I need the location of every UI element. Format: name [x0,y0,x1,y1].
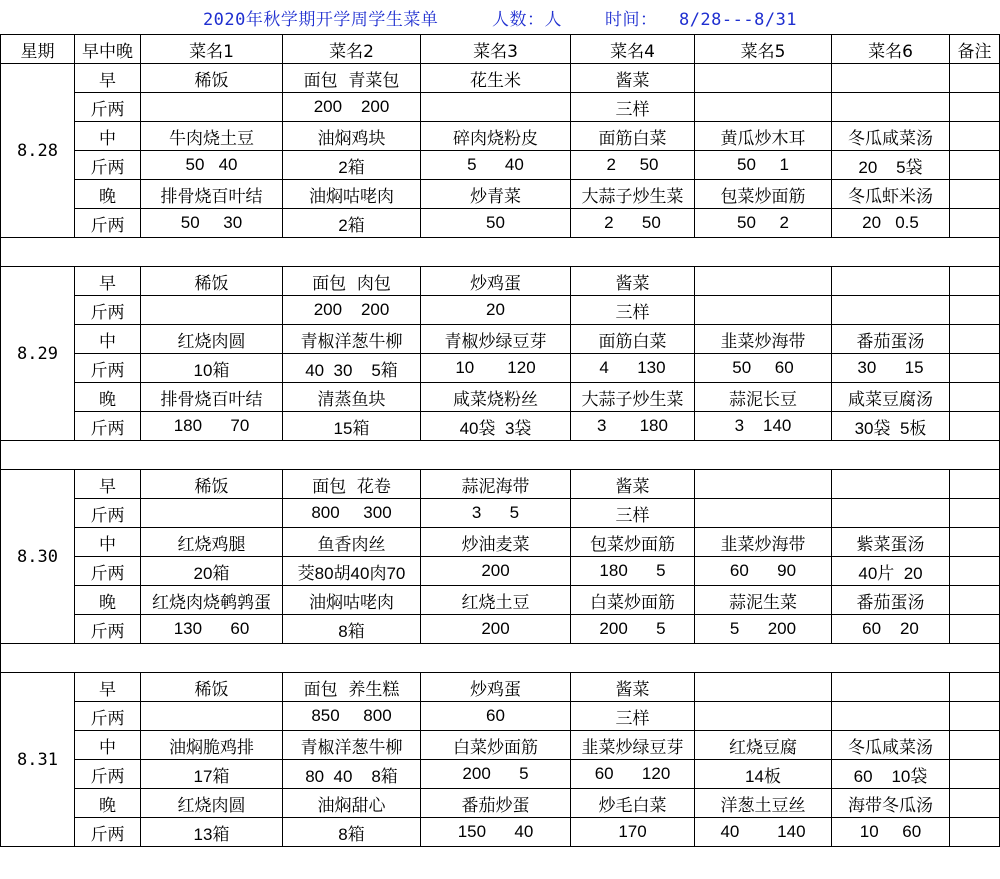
header-cell: 菜名2 [283,35,421,64]
dish-cell: 红烧肉圆 [141,325,283,354]
dish-cell: 酱菜 [571,470,695,499]
remark-cell [950,615,1000,644]
table-row [1,673,1000,702]
remark-cell [950,122,1000,151]
table-row [1,818,1000,847]
remark-cell [950,586,1000,615]
dish-cell: 红烧肉烧鹌鹑蛋 [141,586,283,615]
quantity-cell: 60 90 [695,557,832,586]
table-row [1,528,1000,557]
quantity-cell: 800 300 [283,499,421,528]
quantity-cell: 60 20 [832,615,950,644]
meal-label-cell: 晚 [75,789,141,818]
dish-cell [695,267,832,296]
dish-cell: 稀饭 [141,673,283,702]
quantity-cell: 20 0.5 [832,209,950,238]
dish-cell: 油焖脆鸡排 [141,731,283,760]
header-cell: 菜名1 [141,35,283,64]
quantity-cell: 50 [421,209,571,238]
dish-cell [832,64,950,93]
header-cell: 菜名4 [571,35,695,64]
table-row [1,354,1000,383]
remark-cell [950,267,1000,296]
dish-cell: 油焖甜心 [283,789,421,818]
dish-cell: 面包 青菜包 [283,64,421,93]
quantity-cell: 13箱 [141,818,283,847]
dish-cell: 紫菜蛋汤 [832,528,950,557]
remark-cell [950,499,1000,528]
header-cell: 备注 [950,35,1000,64]
meal-label-cell: 早 [75,673,141,702]
dish-cell: 包菜炒面筋 [571,528,695,557]
quantity-cell: 50 30 [141,209,283,238]
meal-label-cell: 早 [75,64,141,93]
dish-cell: 韭菜炒绿豆芽 [571,731,695,760]
quantity-cell: 10 120 [421,354,571,383]
dish-cell: 白菜炒面筋 [571,586,695,615]
meal-label-cell: 斤两 [75,412,141,441]
remark-cell [950,209,1000,238]
dish-cell: 白菜炒面筋 [421,731,571,760]
dish-cell: 稀饭 [141,267,283,296]
dish-cell: 蒜泥生菜 [695,586,832,615]
dish-cell: 洋葱土豆丝 [695,789,832,818]
dish-cell: 炒鸡蛋 [421,267,571,296]
quantity-cell [141,702,283,731]
meal-label-cell: 斤两 [75,209,141,238]
dish-cell: 蒜泥长豆 [695,383,832,412]
quantity-cell [695,499,832,528]
meal-label-cell: 斤两 [75,499,141,528]
table-row [1,702,1000,731]
quantity-cell: 10 60 [832,818,950,847]
quantity-cell: 3 5 [421,499,571,528]
quantity-cell: 茭80胡40肉70 [283,557,421,586]
dish-cell: 海带冬瓜汤 [832,789,950,818]
remark-cell [950,296,1000,325]
remark-cell [950,760,1000,789]
quantity-cell [695,296,832,325]
quantity-cell: 40袋 3袋 [421,412,571,441]
meal-label-cell: 晚 [75,586,141,615]
quantity-cell: 30袋 5板 [832,412,950,441]
meal-label-cell: 早 [75,267,141,296]
remark-cell [950,557,1000,586]
quantity-cell: 2箱 [283,209,421,238]
quantity-cell: 60 10袋 [832,760,950,789]
table-row [1,93,1000,122]
dish-cell: 冬瓜虾米汤 [832,180,950,209]
dish-cell: 咸菜豆腐汤 [832,383,950,412]
dish-cell: 蒜泥海带 [421,470,571,499]
quantity-cell [695,93,832,122]
table-row [1,180,1000,209]
meal-label-cell: 斤两 [75,296,141,325]
quantity-cell: 三样 [571,296,695,325]
dish-cell: 韭菜炒海带 [695,325,832,354]
meal-label-cell: 中 [75,122,141,151]
quantity-cell: 4 130 [571,354,695,383]
table-row [1,470,1000,499]
dish-cell: 酱菜 [571,673,695,702]
table-row [1,64,1000,93]
dish-cell: 面包 养生糕 [283,673,421,702]
date-cell: 8.29 [1,267,75,441]
remark-cell [950,673,1000,702]
dish-cell [695,64,832,93]
dish-cell: 青椒洋葱牛柳 [283,731,421,760]
table-row [1,383,1000,412]
date-cell: 8.31 [1,673,75,847]
quantity-cell [141,499,283,528]
quantity-cell: 17箱 [141,760,283,789]
quantity-cell: 40 30 5箱 [283,354,421,383]
remark-cell [950,93,1000,122]
quantity-cell: 200 [421,615,571,644]
sheet-title: 2020年秋学期开学周学生菜单 人数：人 时间： 8/28---8/31 [202,9,798,30]
dish-cell: 稀饭 [141,64,283,93]
table-row [1,557,1000,586]
remark-cell [950,731,1000,760]
dish-cell: 花生米 [421,64,571,93]
dish-cell: 鱼香肉丝 [283,528,421,557]
remark-cell [950,383,1000,412]
dish-cell: 酱菜 [571,267,695,296]
remark-cell [950,180,1000,209]
quantity-cell: 80 40 8箱 [283,760,421,789]
quantity-cell: 2 50 [571,151,695,180]
header-cell: 早中晚 [75,35,141,64]
date-cell: 8.28 [1,64,75,238]
quantity-cell: 180 5 [571,557,695,586]
quantity-cell: 50 60 [695,354,832,383]
quantity-cell: 10箱 [141,354,283,383]
meal-label-cell: 斤两 [75,702,141,731]
quantity-cell: 200 5 [421,760,571,789]
spacer-cell [1,441,1000,470]
quantity-cell [141,93,283,122]
dish-cell: 油焖咕咾肉 [283,586,421,615]
quantity-cell: 14板 [695,760,832,789]
quantity-cell: 三样 [571,93,695,122]
header-cell: 菜名6 [832,35,950,64]
quantity-cell: 三样 [571,499,695,528]
table-row [1,325,1000,354]
quantity-cell: 8箱 [283,818,421,847]
quantity-cell [421,93,571,122]
quantity-cell [832,296,950,325]
meal-label-cell: 中 [75,325,141,354]
table-row [1,151,1000,180]
table-row [1,586,1000,615]
dish-cell: 青椒炒绿豆芽 [421,325,571,354]
dish-cell: 油焖鸡块 [283,122,421,151]
dish-cell: 黄瓜炒木耳 [695,122,832,151]
quantity-cell [695,702,832,731]
table-row [1,267,1000,296]
quantity-cell [832,702,950,731]
dish-cell: 咸菜烧粉丝 [421,383,571,412]
header-cell: 星期 [1,35,75,64]
table-row [1,209,1000,238]
dish-cell: 红烧豆腐 [695,731,832,760]
quantity-cell: 20箱 [141,557,283,586]
quantity-cell: 130 60 [141,615,283,644]
dish-cell: 炒油麦菜 [421,528,571,557]
dish-cell: 牛肉烧土豆 [141,122,283,151]
dish-cell [832,267,950,296]
quantity-cell: 150 40 [421,818,571,847]
dish-cell: 炒毛白菜 [571,789,695,818]
remark-cell [950,528,1000,557]
table-row [1,122,1000,151]
dish-cell: 红烧肉圆 [141,789,283,818]
remark-cell [950,702,1000,731]
dish-cell: 冬瓜咸菜汤 [832,122,950,151]
header-cell: 菜名5 [695,35,832,64]
meal-label-cell: 晚 [75,180,141,209]
dish-cell: 番茄蛋汤 [832,586,950,615]
dish-cell [832,470,950,499]
menu-table [0,34,1000,847]
quantity-cell: 2箱 [283,151,421,180]
quantity-cell: 180 70 [141,412,283,441]
quantity-cell: 3 140 [695,412,832,441]
quantity-cell: 3 180 [571,412,695,441]
day-spacer-row [1,441,1000,470]
meal-label-cell: 早 [75,470,141,499]
remark-cell [950,470,1000,499]
quantity-cell: 60 [421,702,571,731]
meal-label-cell: 斤两 [75,615,141,644]
meal-label-cell: 中 [75,731,141,760]
dish-cell: 油焖咕咾肉 [283,180,421,209]
quantity-cell: 170 [571,818,695,847]
quantity-cell: 20 [421,296,571,325]
dish-cell: 稀饭 [141,470,283,499]
meal-label-cell: 斤两 [75,93,141,122]
dish-cell: 酱菜 [571,64,695,93]
dish-cell: 红烧土豆 [421,586,571,615]
quantity-cell: 200 200 [283,93,421,122]
meal-label-cell: 斤两 [75,760,141,789]
dish-cell: 碎肉烧粉皮 [421,122,571,151]
dish-cell [832,673,950,702]
meal-label-cell: 斤两 [75,557,141,586]
remark-cell [950,412,1000,441]
quantity-cell: 2 50 [571,209,695,238]
quantity-cell: 50 40 [141,151,283,180]
remark-cell [950,354,1000,383]
dish-cell: 面包 肉包 [283,267,421,296]
header-cell: 菜名3 [421,35,571,64]
dish-cell: 冬瓜咸菜汤 [832,731,950,760]
quantity-cell: 40片 20 [832,557,950,586]
spacer-cell [1,238,1000,267]
dish-cell: 大蒜子炒生菜 [571,383,695,412]
quantity-cell: 三样 [571,702,695,731]
quantity-cell: 20 5袋 [832,151,950,180]
dish-cell: 排骨烧百叶结 [141,383,283,412]
remark-cell [950,151,1000,180]
day-spacer-row [1,644,1000,673]
quantity-cell [141,296,283,325]
quantity-cell [832,93,950,122]
quantity-cell [832,499,950,528]
dish-cell: 青椒洋葱牛柳 [283,325,421,354]
menu-body [1,64,1000,847]
dish-cell: 面筋白菜 [571,325,695,354]
quantity-cell: 5 200 [695,615,832,644]
remark-cell [950,818,1000,847]
dish-cell [695,673,832,702]
spacer-cell [1,644,1000,673]
remark-cell [950,789,1000,818]
meal-label-cell: 斤两 [75,354,141,383]
quantity-cell: 15箱 [283,412,421,441]
quantity-cell: 30 15 [832,354,950,383]
quantity-cell: 200 5 [571,615,695,644]
dish-cell: 大蒜子炒生菜 [571,180,695,209]
table-row [1,499,1000,528]
table-row [1,296,1000,325]
quantity-cell: 850 800 [283,702,421,731]
remark-cell [950,64,1000,93]
table-row [1,760,1000,789]
meal-label-cell: 中 [75,528,141,557]
quantity-cell: 8箱 [283,615,421,644]
dish-cell: 红烧鸡腿 [141,528,283,557]
dish-cell [695,470,832,499]
table-row [1,789,1000,818]
quantity-cell: 60 120 [571,760,695,789]
quantity-cell: 200 200 [283,296,421,325]
meal-label-cell: 斤两 [75,151,141,180]
quantity-cell: 40 140 [695,818,832,847]
dish-cell: 面包 花卷 [283,470,421,499]
dish-cell: 清蒸鱼块 [283,383,421,412]
quantity-cell: 200 [421,557,571,586]
dish-cell: 番茄蛋汤 [832,325,950,354]
quantity-cell: 5 40 [421,151,571,180]
dish-cell: 包菜炒面筋 [695,180,832,209]
quantity-cell: 50 2 [695,209,832,238]
remark-cell [950,325,1000,354]
quantity-cell: 50 1 [695,151,832,180]
table-row [1,412,1000,441]
dish-cell: 排骨烧百叶结 [141,180,283,209]
day-spacer-row [1,238,1000,267]
meal-label-cell: 晚 [75,383,141,412]
table-row [1,731,1000,760]
dish-cell: 番茄炒蛋 [421,789,571,818]
dish-cell: 炒鸡蛋 [421,673,571,702]
meal-label-cell: 斤两 [75,818,141,847]
table-row [1,615,1000,644]
header-row [1,35,1000,64]
dish-cell: 韭菜炒海带 [695,528,832,557]
dish-cell: 面筋白菜 [571,122,695,151]
dish-cell: 炒青菜 [421,180,571,209]
date-cell: 8.30 [1,470,75,644]
